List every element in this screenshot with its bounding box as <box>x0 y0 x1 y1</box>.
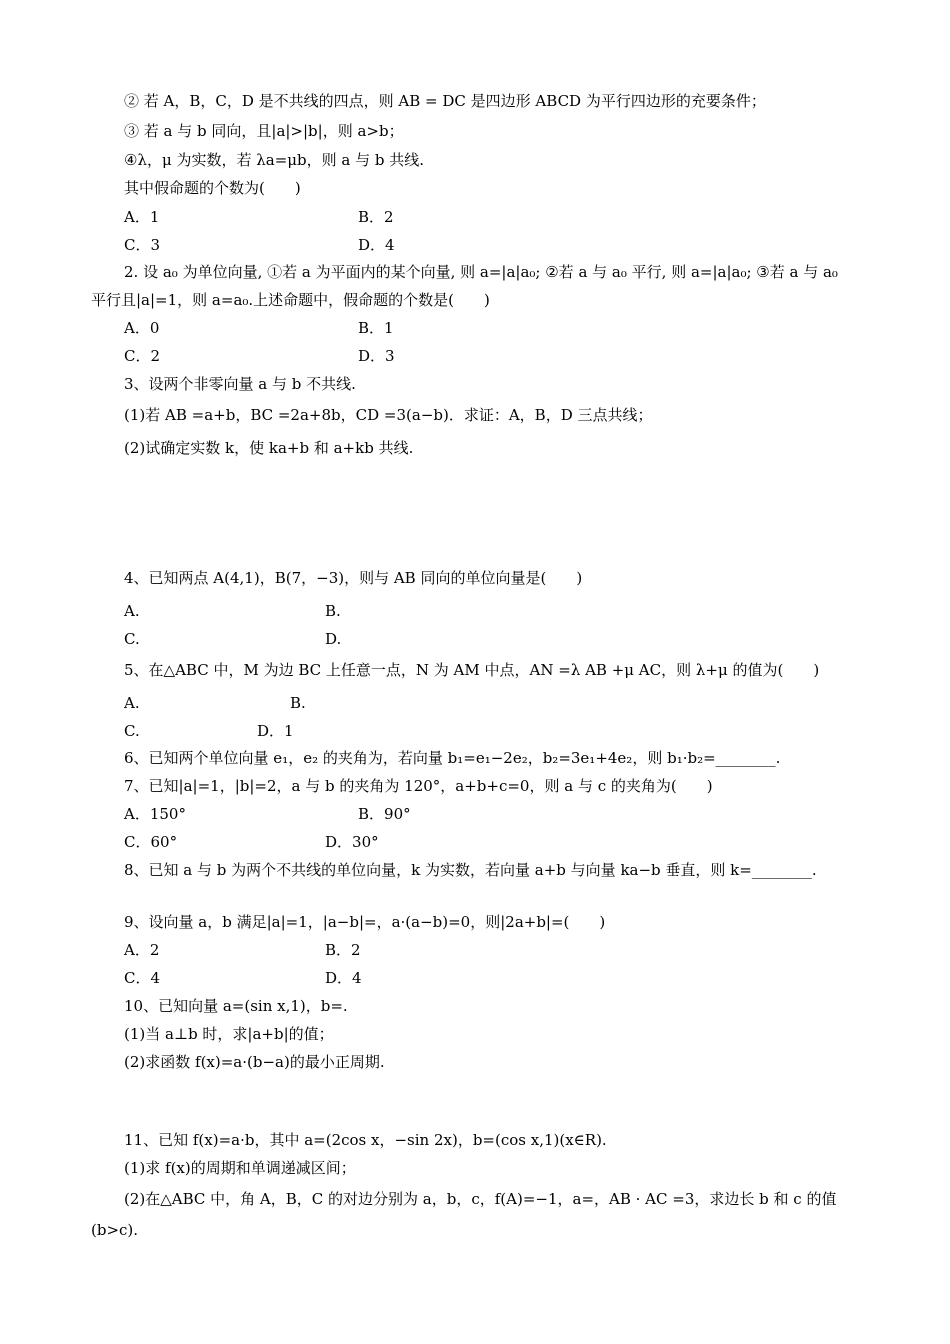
text-line-l18b: B. <box>290 694 306 712</box>
text-line-l17: 5、在△ABC 中，M 为边 BC 上任意一点，N 为 AM 中点，AN =λ AB +μ AC，则 λ+μ 的值为( ) <box>124 661 820 679</box>
text-line-l22a: A．150° <box>124 805 186 823</box>
text-line-l32: (1)求 f(x)的周期和单调递减区间； <box>124 1159 356 1177</box>
text-line-l26b: B．2 <box>325 941 361 959</box>
text-line-l10a: C．2 <box>124 347 161 365</box>
text-line-l19a: C. <box>124 722 140 740</box>
text-line-l21: 7、已知|a|=1，|b|=2，a 与 b 的夹角为 120°，a+b+c=0，则 a 与 c 的夹角为( ) <box>124 777 713 795</box>
text-line-l16b: D. <box>325 630 342 648</box>
text-line-l8: 平行且|a|=1，则 a=a₀.上述命题中，假命题的个数是( ) <box>91 291 490 309</box>
text-line-l13: (2)试确定实数 k，使 ka+b 和 a+kb 共线. <box>124 439 414 457</box>
text-line-l2: ③ 若 a 与 b 同向，且|a|>|b|，则 a>b； <box>124 122 404 140</box>
text-line-l3: ④λ，μ 为实数，若 λa=μb，则 a 与 b 共线. <box>124 151 424 169</box>
text-line-l18a: A. <box>124 694 140 712</box>
text-line-l31: 11、已知 f(x)=a·b，其中 a=(2cos x，−sin 2x)，b=(cos x,1)(x∈R). <box>124 1131 607 1149</box>
text-line-l5b: B．2 <box>358 208 394 226</box>
text-line-l4: 其中假命题的个数为( ) <box>124 179 301 197</box>
text-line-l19b: D．1 <box>257 722 294 740</box>
text-line-l1: ② 若 A，B，C，D 是不共线的四点，则 AB = DC 是四边形 ABCD 为平行四边形的充要条件； <box>124 92 766 110</box>
text-line-l15a: A. <box>124 602 140 620</box>
text-line-l24: 8、已知 a 与 b 为两个不共线的单位向量，k 为实数，若向量 a+b 与向量 ka−b 垂直，则 k=________. <box>124 861 817 879</box>
text-line-l27b: D．4 <box>325 969 362 987</box>
text-line-l29: (1)当 a⊥b 时，求|a+b|的值； <box>124 1025 334 1043</box>
text-line-l9b: B．1 <box>358 319 394 337</box>
text-line-l9a: A．0 <box>124 319 160 337</box>
text-line-l16a: C. <box>124 630 140 648</box>
text-line-l23b: D．30° <box>325 833 379 851</box>
text-line-l33: (2)在△ABC 中，角 A，B，C 的对边分别为 a，b，c，f(A)=−1，a=，AB · AC =3，求边长 b 和 c 的值 <box>124 1190 837 1208</box>
text-line-l15b: B. <box>325 602 341 620</box>
text-line-l22b: B．90° <box>358 805 411 823</box>
text-line-l14: 4、已知两点 A(4,1)，B(7，−3)，则与 AB 同向的单位向量是( ) <box>124 569 583 587</box>
text-line-l10b: D．3 <box>358 347 395 365</box>
text-line-l6b: D．4 <box>358 236 395 254</box>
text-line-l34: (b>c). <box>91 1221 139 1239</box>
text-line-l23a: C．60° <box>124 833 178 851</box>
text-line-l30: (2)求函数 f(x)=a·(b−a)的最小正周期. <box>124 1053 385 1071</box>
text-line-l12: (1)若 AB =a+b，BC =2a+8b，CD =3(a−b)．求证：A，B，D 三点共线； <box>124 406 653 424</box>
text-line-l27a: C．4 <box>124 969 161 987</box>
text-line-l7: 2. 设 a₀ 为单位向量, ①若 a 为平面内的某个向量, 则 a=|a|a₀; ②若 a 与 a₀ 平行, 则 a=|a|a₀; ③若 a 与 a₀ <box>124 263 838 281</box>
text-line-l26a: A．2 <box>124 941 160 959</box>
text-line-l20: 6、已知两个单位向量 e₁，e₂ 的夹角为，若向量 b₁=e₁−2e₂，b₂=3e₁+4e₂，则 b₁·b₂=________. <box>124 749 781 767</box>
text-line-l6a: C．3 <box>124 236 161 254</box>
text-line-l25: 9、设向量 a，b 满足|a|=1，|a−b|=，a·(a−b)=0，则|2a+b|=( ) <box>124 913 606 931</box>
text-line-l28: 10、已知向量 a=(sin x,1)，b=. <box>124 997 348 1015</box>
text-line-l5a: A．1 <box>124 208 160 226</box>
text-line-l11: 3、设两个非零向量 a 与 b 不共线. <box>124 375 356 393</box>
